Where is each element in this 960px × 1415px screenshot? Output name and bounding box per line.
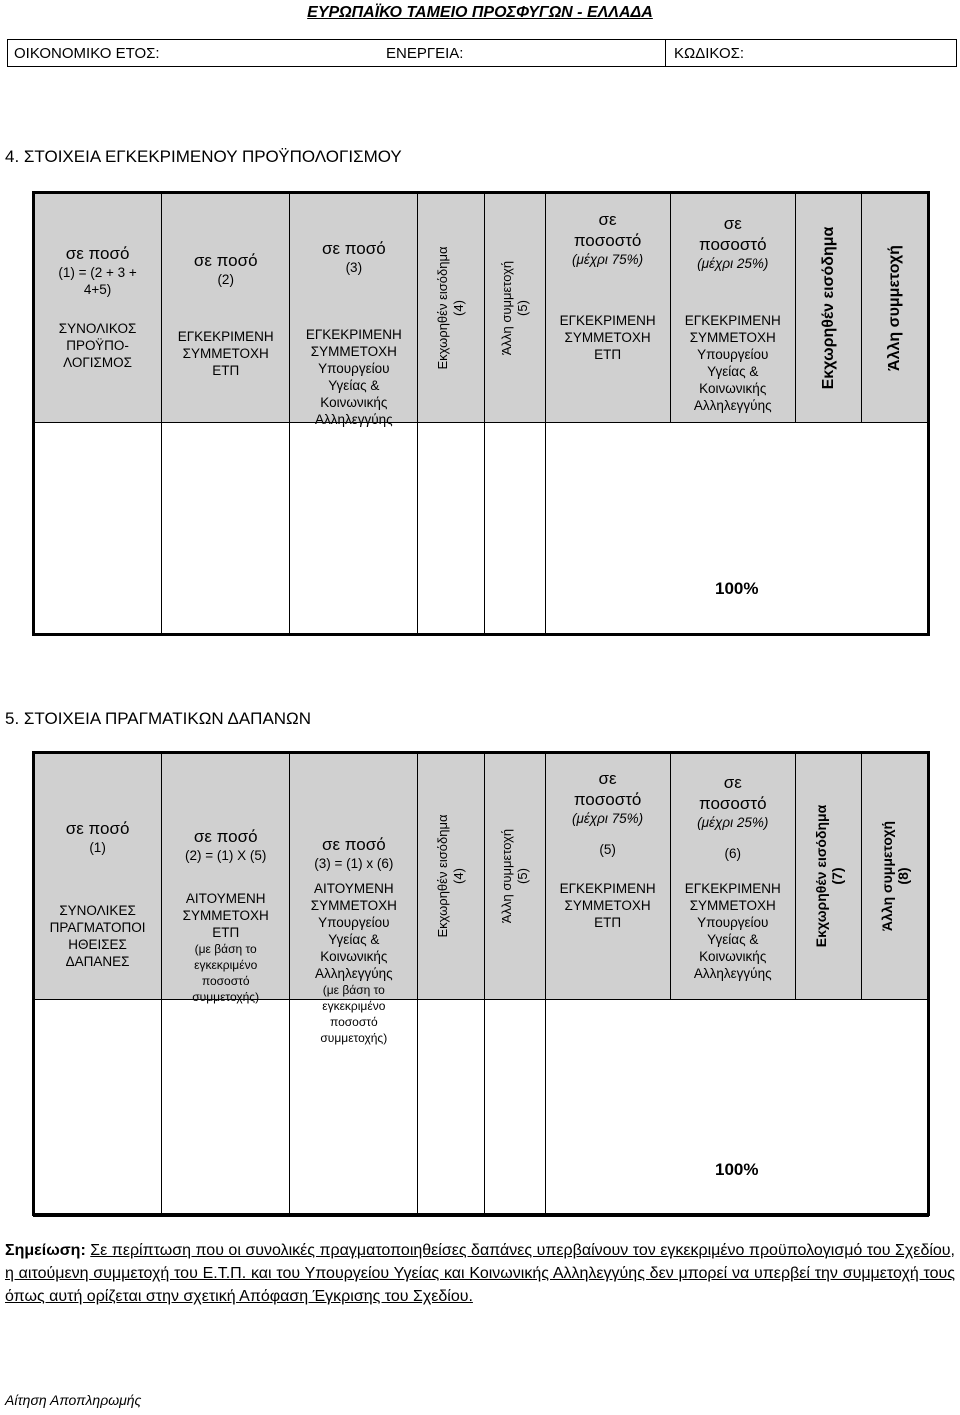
s4-c3-amount: σε ποσό	[321, 238, 386, 258]
s5-c2-n1: (με βάση το	[194, 942, 257, 956]
s5-c6-l3: ΕΤΠ	[594, 915, 622, 930]
actual-expenses-table	[33, 752, 929, 1217]
s5-c2-amount: σε ποσό	[193, 827, 258, 846]
s4-c1-f1: (1) = (2 + 3 +	[58, 264, 137, 280]
s5-c9-l1: Άλλη συμμετοχή	[879, 820, 896, 932]
s4-c8-label: Εκχωρηθέν εισόδημα	[819, 226, 837, 389]
s4-c7-l1: ΕΓΚΕΚΡΙΜΕΝΗ	[684, 312, 781, 328]
s5-c2-n3: ποσοστό	[201, 974, 250, 988]
section4-heading: 4. ΣΤΟΙΧΕΙΑ ΕΓΚΕΚΡΙΜΕΝΟΥ ΠΡΟΫΠΟΛΟΓΙΣΜΟΥ	[5, 147, 402, 166]
s4-c6-l1: ΕΓΚΕΚΡΙΜΕΝΗ	[559, 312, 656, 328]
s5-erf-requested-value[interactable]	[162, 1000, 290, 1217]
note-paragraph	[5, 1239, 955, 1308]
section5-heading: 5. ΣΤΟΙΧΕΙΑ ΠΡΑΓΜΑΤΙΚΩΝ ΔΑΠΑΝΩΝ	[5, 709, 312, 728]
s4-other-contribution-value[interactable]	[484, 423, 545, 636]
s5-c3-l2: ΣΥΜΜΕΤΟΧΗ	[310, 898, 397, 913]
s5-c3-n2: εγκεκριμένο	[322, 999, 386, 1013]
s5-c7-l4: Υγείας &	[707, 932, 759, 947]
s5-c7-l5: Κοινωνικής	[699, 949, 767, 964]
s5-c3-l5: Κοινωνικής	[320, 949, 388, 964]
s4-c1-amount: σε ποσό	[65, 243, 130, 263]
s5-total-expenses-value[interactable]	[34, 1000, 162, 1217]
s5-ministry-requested-header	[290, 753, 418, 1045]
s5-c4-l1: Εκχωρηθέν εισόδημα	[435, 814, 451, 938]
document-title: ΕΥΡΩΠΑΪΚΟ ΤΑΜΕΙΟ ΠΡΟΣΦΥΓΩΝ - ΕΛΛΑΔΑ	[307, 4, 653, 21]
s4-c6-l3: ΕΤΠ	[594, 346, 622, 362]
s4-c5-l2: (5)	[514, 299, 530, 316]
s5-other-contribution-value[interactable]	[484, 1000, 545, 1217]
s5-c2-l2: ΣΥΜΜΕΤΟΧΗ	[182, 908, 269, 923]
s4-erf-contribution-header	[162, 193, 290, 423]
s4-c3-l4: Υγείας &	[328, 377, 380, 393]
s5-other-contribution-pct-header	[862, 753, 929, 1000]
s5-c3-n4: συμμετοχής)	[320, 1031, 388, 1045]
s5-c7-l1: ΕΓΚΕΚΡΙΜΕΝΗ	[684, 881, 781, 896]
s5-c2-l1: ΑΙΤΟΥΜΕΝΗ	[185, 891, 266, 906]
s4-assigned-income-header	[418, 193, 485, 423]
note-label: Σημείωση:	[5, 1242, 86, 1259]
s4-c6-l2: ΣΥΜΜΕΤΟΧΗ	[564, 329, 651, 345]
s5-c3-l1: ΑΙΤΟΥΜΕΝΗ	[314, 881, 394, 896]
s5-c1-l4: ΔΑΠΑΝΕΣ	[65, 954, 130, 969]
s4-c2-l1: ΕΓΚΕΚΡΙΜΕΝΗ	[177, 328, 274, 344]
approved-budget-table	[33, 192, 929, 636]
s4-erf-percent-header	[545, 193, 670, 423]
s5-c7-p1: σε	[723, 773, 742, 792]
fiscal-year-label: ΟΙΚΟΝΟΜΙΚΟ ΕΤΟΣ:	[14, 45, 160, 62]
s4-c1-l2: ΠΡΟΫΠΟ-	[66, 337, 129, 353]
s5-c7-p2: ποσοστό	[698, 794, 767, 813]
s4-c3-l3: Υπουργείου	[318, 360, 390, 376]
s5-c1-l1: ΣΥΝΟΛΙΚΕΣ	[59, 903, 136, 918]
s5-ministry-percent-header	[670, 753, 795, 1000]
s5-c5-l2: (5)	[514, 868, 530, 884]
footer-label: Αίτηση Αποπληρωμής	[5, 1392, 142, 1408]
s5-assigned-income-pct-header	[795, 753, 862, 1000]
s4-c3-l1: ΕΓΚΕΚΡΙΜΕΝΗ	[305, 326, 402, 342]
s4-assigned-income-value[interactable]	[418, 423, 485, 636]
s5-c3-l4: Υγείας &	[328, 932, 380, 947]
s5-percent-total-cell	[545, 1000, 928, 1217]
code-label: ΚΩΔΙΚΟΣ:	[674, 45, 745, 62]
s4-c3-l5: Κοινωνικής	[320, 394, 388, 410]
s4-other-contribution-pct-header	[862, 193, 929, 423]
s4-c7-p1: σε	[723, 213, 742, 233]
s5-c3-n1: (με βάση το	[322, 983, 385, 997]
s4-c7-p2: ποσοστό	[698, 234, 767, 254]
s4-c7-l6: Αλληλεγγύης	[693, 397, 772, 413]
s4-ministry-percent-header	[670, 193, 795, 423]
s4-c3-formula: (3)	[345, 259, 363, 275]
s5-c7-l6: Αλληλεγγύης	[693, 966, 772, 981]
action-label: ΕΝΕΡΓΕΙΑ:	[386, 45, 464, 62]
s5-c6-p1: σε	[598, 769, 617, 788]
s5-c4-l2: (4)	[451, 868, 467, 884]
s5-c9-l2: (8)	[895, 867, 912, 885]
s4-c7-l2: ΣΥΜΜΕΤΟΧΗ	[689, 329, 776, 345]
s4-c3-l2: ΣΥΜΜΕΤΟΧΗ	[310, 343, 397, 359]
s4-total-percent: 100%	[715, 579, 759, 598]
s5-c2-formula: (2) = (1) X (5)	[184, 848, 267, 863]
s5-c2-l3: ΕΤΠ	[212, 925, 240, 940]
s5-c2-n4: συμμετοχής)	[192, 990, 260, 1004]
s4-c7-l5: Κοινωνικής	[699, 380, 767, 396]
s4-ministry-contribution-header	[290, 193, 418, 427]
s5-c1-formula: (1)	[89, 840, 106, 855]
s5-c6-l2: ΣΥΜΜΕΤΟΧΗ	[564, 898, 651, 913]
s5-c7-max: (μέχρι 25%)	[697, 815, 769, 830]
note-text: Σε περίπτωση που οι συνολικές πραγματοποιηθείσες δαπάνες υπερβαίνουν τον εγκεκριμένο προϋπολογισμό του Σχεδίου, η αιτούμενη συμμετοχή του Ε.Τ.Π. και του Υπουργείου Υγείας και Κοινωνικής Αλληλεγγύης δεν μπορεί να υπερβεί την συμμετοχή τους όπως αυτή ορίζεται στην σχετική Απόφαση Έγκρισης του Σχεδίου.	[5, 1242, 955, 1305]
s4-c4-l1: Εκχωρηθέν εισόδημα	[435, 246, 451, 369]
s5-total-expenses-header	[34, 753, 162, 1000]
s5-c7-l3: Υπουργείου	[697, 915, 769, 930]
s4-c7-l3: Υπουργείου	[697, 346, 769, 362]
s5-c6-num: (5)	[599, 842, 616, 857]
s4-total-budget-value[interactable]	[34, 423, 162, 636]
s5-c6-l1: ΕΓΚΕΚΡΙΜΕΝΗ	[559, 881, 656, 896]
s5-c3-amount: σε ποσό	[321, 835, 386, 854]
s4-c2-formula: (2)	[217, 271, 234, 287]
s4-c7-l4: Υγείας &	[707, 363, 759, 379]
s5-c1-l2: ΠΡΑΓΜΑΤΟΠΟΙ	[49, 920, 146, 935]
s4-c2-l3: ΕΤΠ	[212, 362, 240, 378]
s4-total-budget-header	[34, 193, 162, 423]
s5-c2-n2: εγκεκριμένο	[194, 958, 258, 972]
s5-c7-num: (6)	[724, 846, 741, 861]
s5-c3-l3: Υπουργείου	[318, 915, 390, 930]
s5-c1-amount: σε ποσό	[65, 819, 130, 838]
s4-c2-l2: ΣΥΜΜΕΤΟΧΗ	[182, 345, 269, 361]
s4-c1-l3: ΛΟΓΙΣΜΟΣ	[63, 354, 132, 370]
s4-c6-max: (μέχρι 75%)	[571, 251, 644, 267]
s5-other-contribution-header	[484, 753, 545, 1000]
s5-c3-l6: Αλληλεγγύης	[314, 966, 393, 981]
s4-erf-amount-value[interactable]	[162, 423, 290, 636]
s5-erf-requested-header	[162, 753, 290, 1004]
s4-percent-total-cell	[545, 423, 928, 636]
s5-erf-percent-header	[545, 753, 670, 1000]
s4-c2-amount: σε ποσό	[193, 250, 258, 270]
s5-c6-max: (μέχρι 75%)	[571, 811, 644, 826]
s5-c1-l3: ΗΘΕΙΣΕΣ	[68, 937, 127, 952]
s4-c7-max: (μέχρι 25%)	[697, 255, 769, 271]
s5-c3-n3: ποσοστό	[329, 1015, 378, 1029]
s4-c6-p2: ποσοστό	[573, 230, 642, 250]
s4-c3-l6: Αλληλεγγύης	[314, 411, 393, 427]
s5-c6-p2: ποσοστό	[573, 790, 642, 809]
s4-c5-l1: Άλλη συμμετοχή	[498, 260, 514, 355]
s5-total-percent: 100%	[715, 1160, 759, 1179]
s4-other-contribution-header	[484, 193, 545, 423]
s5-c7-l2: ΣΥΜΜΕΤΟΧΗ	[689, 898, 776, 913]
s4-assigned-income-pct-header	[795, 193, 862, 423]
s4-c9-label: Άλλη συμμετοχή	[886, 244, 904, 371]
s5-assigned-income-value[interactable]	[418, 1000, 485, 1217]
s5-assigned-income-header	[418, 753, 485, 1000]
s5-c5-l1: Άλλη συμμετοχή	[498, 828, 514, 924]
s4-c1-l1: ΣΥΝΟΛΙΚΟΣ	[58, 320, 137, 336]
s4-ministry-amount-value[interactable]	[290, 423, 418, 636]
s5-c8-l2: (7)	[828, 867, 845, 885]
s5-c8-l1: Εκχωρηθέν εισόδημα	[812, 804, 829, 948]
s4-c1-f2: 4+5)	[83, 281, 112, 297]
s4-c6-p1: σε	[598, 209, 617, 229]
s4-c4-l2: (4)	[451, 299, 467, 316]
s5-c3-formula: (3) = (1) x (6)	[314, 856, 394, 871]
